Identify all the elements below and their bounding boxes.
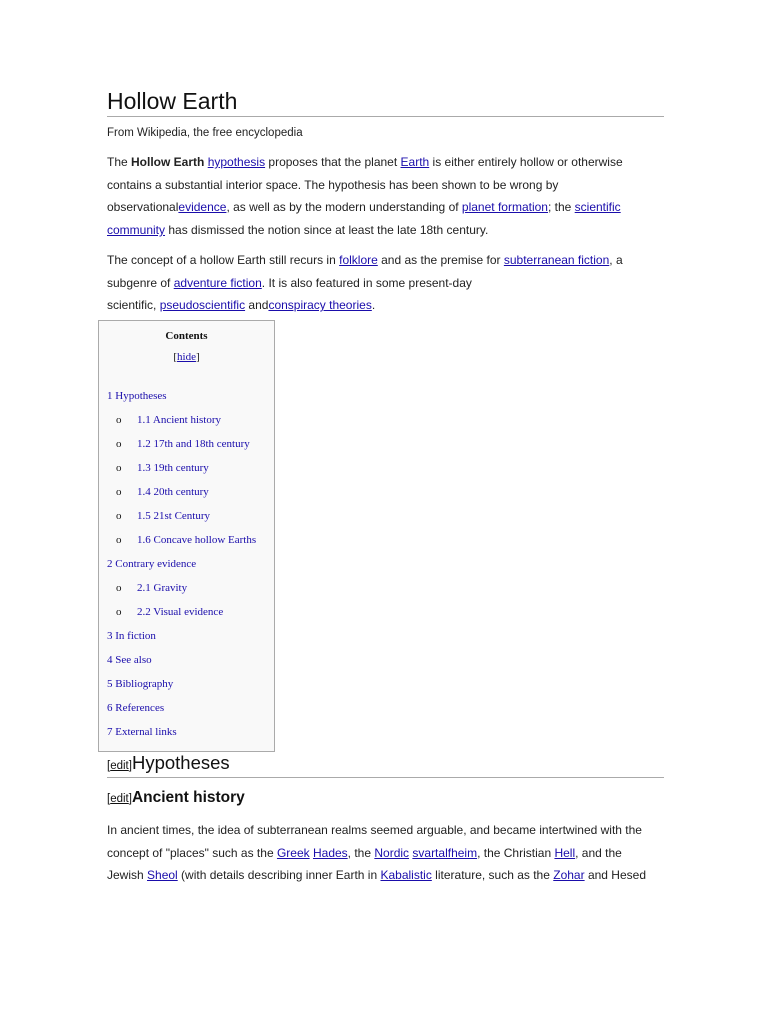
link-svartalfheim[interactable]: svartalfheim [412, 845, 478, 860]
toc-bullet: o [116, 510, 122, 522]
toc-bullet: o [116, 606, 122, 618]
toc-link-20th-century[interactable]: 1.4 20th century [137, 486, 209, 498]
link-subterranean-fiction[interactable]: subterranean fiction [503, 253, 610, 267]
toc-link-gravity[interactable]: 2.1 Gravity [137, 582, 188, 594]
bracket: [ [173, 351, 178, 363]
intro-paragraph-1 [107, 151, 667, 242]
toc-item [107, 630, 156, 642]
bracket: ] [195, 351, 200, 363]
toc-item [137, 534, 256, 546]
link-evidence[interactable]: evidence [178, 200, 227, 215]
bold-term: Hollow Earth [131, 155, 205, 169]
bracket: [ [107, 793, 111, 805]
bracket: [ [107, 760, 111, 772]
text: . It is also featured in some present-day [261, 275, 472, 290]
link-conspiracy-theories[interactable]: conspiracy theories [268, 298, 372, 313]
text: The [107, 155, 132, 169]
text: , and the Jewish [107, 845, 622, 883]
toc-bullet: o [116, 486, 122, 498]
text: has dismissed the notion since at least the late 18th century. [165, 223, 489, 238]
section-heading-hypotheses [107, 752, 230, 774]
toc-bullet: o [116, 462, 122, 474]
toc-item [137, 414, 221, 426]
text: , as well as by the modern understanding of [226, 200, 462, 215]
toc-link-21st-century[interactable]: 1.5 21st Century [137, 510, 211, 522]
toc-link-concave-hollow-earths[interactable]: 1.6 Concave hollow Earths [137, 534, 257, 546]
toc-item [137, 462, 209, 474]
link-hell[interactable]: Hell [554, 845, 576, 860]
text: scientific, [107, 298, 160, 313]
link-adventure-fiction[interactable]: adventure fiction [173, 275, 262, 290]
toc-bullet: o [116, 414, 122, 426]
toc-link-see-also[interactable]: 4 See also [107, 654, 152, 666]
toc-link-17th-18th-century[interactable]: 1.2 17th and 18th century [137, 438, 250, 450]
heading-text: Hypotheses [131, 752, 230, 773]
toc-item [107, 702, 164, 714]
text: (with details describing inner Earth in [177, 868, 381, 883]
toc-bullet: o [116, 534, 122, 546]
toc-link-contrary-evidence[interactable]: 2 Contrary evidence [107, 558, 197, 570]
section-divider [107, 777, 664, 778]
toc-item [137, 606, 223, 618]
toc-item [107, 678, 173, 690]
text: and as the premise for [377, 253, 504, 267]
text: and Hesed [584, 868, 646, 883]
text: and [245, 298, 269, 313]
text: ; the [547, 200, 575, 215]
link-sheol[interactable]: Sheol [147, 868, 178, 883]
toc-item [137, 510, 210, 522]
toc-bullet: o [116, 582, 122, 594]
link-hypothesis[interactable]: hypothesis [207, 155, 266, 169]
text: , the [347, 845, 375, 860]
toc-link-hypotheses[interactable]: 1 Hypotheses [107, 390, 167, 402]
text: . [371, 298, 376, 313]
toc-hide-control [99, 351, 274, 363]
toc-item [107, 558, 196, 570]
heading-text: Ancient history [131, 789, 245, 806]
toc-link-19th-century[interactable]: 1.3 19th century [137, 462, 209, 474]
link-scientific-community[interactable]: scientific community [107, 200, 621, 238]
toc-title: Contents [165, 330, 208, 342]
tagline: From Wikipedia, the free encyclopedia [107, 127, 303, 139]
toc-link-visual-evidence[interactable]: 2.2 Visual evidence [137, 606, 224, 618]
page-title: Hollow Earth [107, 88, 238, 114]
subsection-heading-ancient-history [107, 789, 245, 807]
toc-item [107, 390, 167, 402]
bracket: ] [128, 760, 132, 772]
table-of-contents [98, 320, 275, 752]
toc-link-bibliography[interactable]: 5 Bibliography [107, 678, 174, 690]
text: In ancient times, the idea of subterranean realms seemed arguable, and became intertwined with the concept of "places" such as the [107, 823, 642, 860]
link-hades[interactable]: Hades [312, 845, 348, 860]
link-planet-formation[interactable]: planet formation [461, 200, 548, 215]
toc-bullet: o [116, 438, 122, 450]
text: is either entirely hollow or otherwise contains a substantial interior space. The hypothesis has been shown to be wrong by observational [107, 155, 623, 215]
text: literature, such as the [431, 868, 554, 883]
title-divider [107, 116, 664, 117]
toc-hide-link[interactable]: hide [177, 351, 196, 363]
link-nordic[interactable]: Nordic [374, 845, 410, 860]
text: , a subgenre of [107, 253, 623, 290]
toc-item [137, 438, 250, 450]
toc-item [107, 726, 177, 738]
link-kabalistic[interactable]: Kabalistic [380, 868, 432, 883]
link-earth[interactable]: Earth [400, 155, 430, 169]
link-zohar[interactable]: Zohar [553, 868, 585, 883]
toc-link-external-links[interactable]: 7 External links [107, 726, 177, 738]
link-pseudoscientific[interactable]: pseudoscientific [159, 298, 246, 313]
text: The concept of a hollow Earth still recurs in [107, 253, 340, 267]
link-folklore[interactable]: folklore [339, 253, 378, 267]
bracket: ] [128, 793, 132, 805]
text: , the Christian [477, 845, 555, 860]
link-greek[interactable]: Greek [276, 845, 310, 860]
text: proposes that the planet [265, 155, 401, 169]
ancient-history-paragraph [107, 819, 647, 887]
toc-link-in-fiction[interactable]: 3 In fiction [107, 630, 156, 642]
toc-item [137, 582, 187, 594]
toc-item [137, 486, 209, 498]
intro-paragraph-2 [107, 249, 667, 317]
edit-link[interactable]: edit [110, 793, 129, 805]
toc-item [107, 654, 152, 666]
toc-link-references[interactable]: 6 References [107, 702, 165, 714]
edit-link[interactable]: edit [110, 760, 129, 772]
toc-link-ancient-history[interactable]: 1.1 Ancient history [137, 414, 222, 426]
